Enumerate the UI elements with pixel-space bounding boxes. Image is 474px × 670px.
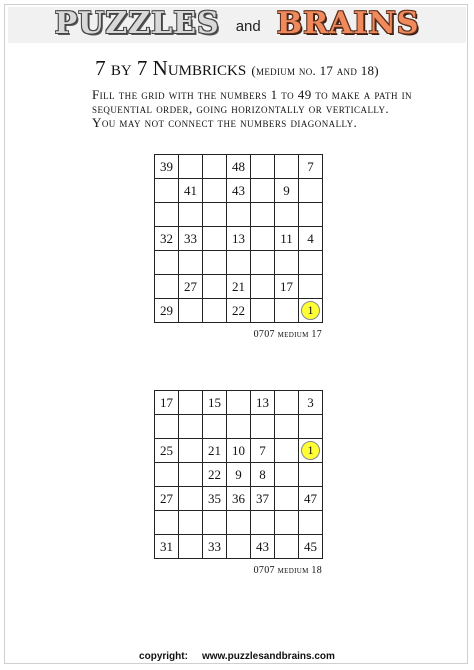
grid-cell[interactable] (155, 275, 179, 299)
grid-cell[interactable] (275, 251, 299, 275)
grid-cell[interactable] (251, 439, 275, 463)
grid-cell[interactable] (251, 299, 275, 323)
cell-value: 31 (160, 538, 173, 554)
page-title (0, 56, 474, 81)
logo-word-puzzles: PUZZLES (54, 6, 220, 41)
grid-cell[interactable] (275, 535, 299, 559)
instruction-line: sequential order, going horizontally or vertically. (92, 101, 390, 116)
cell-value: 8 (259, 466, 266, 482)
grid-cell[interactable] (227, 463, 251, 487)
copyright-url[interactable]: www.puzzlesandbrains.com (201, 651, 335, 662)
copyright-label: copyright: (139, 651, 188, 662)
cell-value: 33 (184, 230, 197, 246)
grid-cell[interactable] (275, 275, 299, 299)
grid-cell[interactable] (299, 299, 323, 323)
grid-cell[interactable] (275, 511, 299, 535)
grid-cell[interactable] (251, 251, 275, 275)
cell-value: 45 (304, 538, 317, 554)
grid-cell[interactable] (155, 535, 179, 559)
cell-value: 43 (256, 538, 269, 554)
grid-cell[interactable] (251, 463, 275, 487)
grid-cell[interactable] (251, 275, 275, 299)
cell-value: 21 (232, 278, 245, 294)
grid-cell[interactable] (227, 299, 251, 323)
cell-value: 27 (184, 278, 197, 294)
grid-cell[interactable] (179, 391, 203, 415)
grid-cell[interactable] (203, 487, 227, 511)
grid-cell[interactable] (227, 439, 251, 463)
start-marker: 1 (301, 441, 320, 460)
cell-value: 11 (280, 230, 293, 246)
grid-cell[interactable] (251, 415, 275, 439)
grid-cell[interactable] (203, 535, 227, 559)
grid-cell[interactable] (179, 203, 203, 227)
grid-cell[interactable] (179, 275, 203, 299)
grid-cell[interactable] (299, 487, 323, 511)
cell-value: 43 (232, 182, 245, 198)
grid-cell[interactable] (275, 463, 299, 487)
grid-cell[interactable] (155, 511, 179, 535)
grid-cell[interactable] (203, 179, 227, 203)
grid-cell[interactable] (299, 511, 323, 535)
grid-cell[interactable] (203, 391, 227, 415)
grid-cell[interactable] (179, 535, 203, 559)
grid-cell[interactable] (251, 203, 275, 227)
grid-cell[interactable] (203, 439, 227, 463)
cell-value: 39 (160, 158, 173, 174)
grid-cell[interactable] (275, 227, 299, 251)
cell-value: 21 (208, 442, 221, 458)
grid-cell[interactable] (227, 203, 251, 227)
grid-cell[interactable] (275, 487, 299, 511)
cell-value: 3 (307, 394, 314, 410)
grid-cell[interactable] (203, 415, 227, 439)
grid-cell[interactable] (299, 275, 323, 299)
grid-cell[interactable] (227, 487, 251, 511)
logo-word-brains: BRAINS (276, 6, 420, 41)
grid-cell[interactable] (179, 251, 203, 275)
grid-cell[interactable] (275, 299, 299, 323)
grid-cell[interactable] (251, 511, 275, 535)
grid-cell[interactable] (251, 487, 275, 511)
grid-cell[interactable] (155, 487, 179, 511)
cell-value: 13 (232, 230, 245, 246)
grid-cell[interactable] (227, 179, 251, 203)
grid-cell[interactable] (179, 299, 203, 323)
title-main: 7 by 7 Numbricks (95, 56, 247, 80)
puzzle-grid-medium-18 (154, 390, 323, 559)
grid-cell[interactable] (155, 439, 179, 463)
cell-value: 4 (307, 230, 314, 246)
footer (0, 651, 474, 662)
cell-value: 25 (160, 442, 173, 458)
grid-cell[interactable] (155, 251, 179, 275)
brand-logo (0, 6, 474, 41)
instruction-line: Fill the grid with the numbers 1 to 49 to make a path in (92, 87, 413, 102)
grid-cell[interactable] (227, 155, 251, 179)
grid-cell[interactable] (203, 251, 227, 275)
grid-cell[interactable] (299, 179, 323, 203)
cell-value: 10 (232, 442, 245, 458)
grid-cell[interactable] (299, 463, 323, 487)
cell-value: 22 (232, 302, 245, 318)
instruction-line: You may not connect the numbers diagonally. (92, 115, 358, 130)
grid-cell[interactable] (155, 415, 179, 439)
grid-cell[interactable] (299, 155, 323, 179)
grid-cell[interactable] (275, 391, 299, 415)
cell-value: 48 (232, 158, 245, 174)
cell-value: 27 (160, 490, 173, 506)
grid-cell[interactable] (275, 415, 299, 439)
cell-value: 35 (208, 490, 221, 506)
title-subtitle: (medium no. 17 and 18) (251, 63, 379, 78)
grid-cell[interactable] (299, 227, 323, 251)
instructions (92, 88, 432, 130)
grid-cell[interactable] (227, 391, 251, 415)
grid-cell[interactable] (179, 415, 203, 439)
grid-cell[interactable] (251, 391, 275, 415)
cell-value: 29 (160, 302, 173, 318)
grid-cell[interactable] (299, 391, 323, 415)
grid-cell[interactable] (251, 227, 275, 251)
grid-cell[interactable] (275, 439, 299, 463)
grid-cell[interactable] (275, 203, 299, 227)
cell-value: 7 (307, 158, 314, 174)
grid-cell[interactable] (227, 275, 251, 299)
grid-cell[interactable] (227, 535, 251, 559)
grid-cell[interactable] (155, 203, 179, 227)
grid-cell[interactable] (179, 439, 203, 463)
puzzle-grid-medium-17 (154, 154, 323, 323)
grid-cell[interactable] (203, 275, 227, 299)
grid-cell[interactable] (179, 463, 203, 487)
cell-value: 9 (235, 466, 242, 482)
cell-value: 15 (208, 394, 221, 410)
grid-cell[interactable] (179, 227, 203, 251)
puzzle-caption-medium-17: 0707 medium 17 (253, 329, 322, 340)
start-marker: 1 (301, 301, 320, 320)
cell-value: 9 (283, 182, 290, 198)
grid-cell[interactable] (179, 155, 203, 179)
grid-cell[interactable] (179, 511, 203, 535)
grid-cell[interactable] (203, 299, 227, 323)
grid-cell[interactable] (299, 203, 323, 227)
grid-cell[interactable] (155, 179, 179, 203)
grid-cell[interactable] (275, 179, 299, 203)
cell-value: 22 (208, 466, 221, 482)
grid-cell[interactable] (227, 227, 251, 251)
grid-cell[interactable] (203, 203, 227, 227)
grid-cell[interactable] (203, 155, 227, 179)
cell-value: 33 (208, 538, 221, 554)
grid-cell[interactable] (251, 179, 275, 203)
grid-cell[interactable] (155, 391, 179, 415)
grid-cell[interactable] (251, 535, 275, 559)
logo-word-and: and (235, 18, 261, 35)
grid-cell[interactable] (155, 463, 179, 487)
cell-value: 32 (160, 230, 173, 246)
grid-cell[interactable] (275, 155, 299, 179)
grid-cell[interactable] (251, 155, 275, 179)
grid-cell[interactable] (155, 227, 179, 251)
grid-cell[interactable] (299, 535, 323, 559)
grid-cell[interactable] (227, 251, 251, 275)
puzzle-caption-medium-18: 0707 medium 18 (253, 565, 322, 576)
cell-value: 47 (304, 490, 317, 506)
grid-cell[interactable] (227, 415, 251, 439)
grid-cell[interactable] (299, 251, 323, 275)
cell-value: 7 (259, 442, 266, 458)
grid-cell[interactable] (203, 463, 227, 487)
grid-cell[interactable] (155, 155, 179, 179)
cell-value: 36 (232, 490, 245, 506)
cell-value: 13 (256, 394, 269, 410)
cell-value: 41 (184, 182, 197, 198)
grid-cell[interactable] (227, 511, 251, 535)
grid-cell[interactable] (203, 227, 227, 251)
grid-cell[interactable] (155, 299, 179, 323)
grid-cell[interactable] (179, 179, 203, 203)
grid-cell[interactable] (203, 511, 227, 535)
cell-value: 17 (280, 278, 293, 294)
grid-cell[interactable] (299, 415, 323, 439)
grid-cell[interactable] (299, 439, 323, 463)
grid-cell[interactable] (179, 487, 203, 511)
cell-value: 37 (256, 490, 269, 506)
cell-value: 17 (160, 394, 173, 410)
